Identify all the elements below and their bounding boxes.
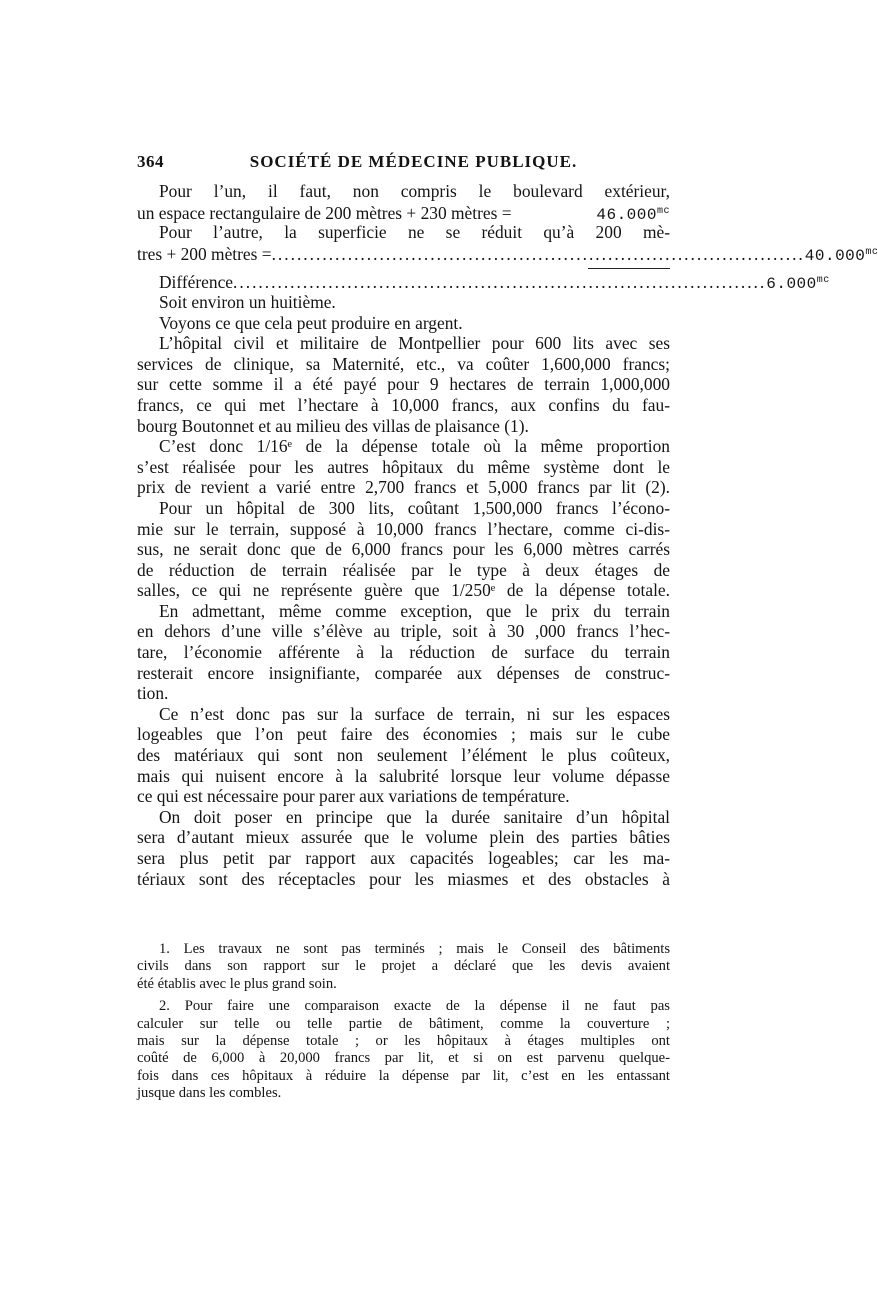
difference-row bbox=[137, 271, 830, 294]
text-line: services de clinique, sa Maternité, etc., va coûter 1,600,000 francs; bbox=[137, 353, 670, 374]
main-text bbox=[137, 181, 878, 889]
text-line: Pour un hôpital de 300 lits, coûtant 1,500,000 francs l’écono- bbox=[159, 497, 670, 518]
dot-leader: .................................................................................... bbox=[233, 272, 767, 293]
paragraph-5 bbox=[137, 498, 670, 601]
surface-first-row bbox=[137, 202, 670, 223]
footnote-line: été établis avec le plus grand soin. bbox=[137, 975, 337, 992]
footnote-line: calculer sur telle ou telle partie de bâtiment, comme la couverture ; bbox=[137, 1015, 670, 1032]
text-line: resterait encore insignifiante, comparée aux dépenses de construc- bbox=[137, 662, 670, 683]
text-line: logeables que l’on peut faire des économies ; mais sur le cube bbox=[137, 724, 670, 745]
surface-first-value: $46.000^{mc}$ bbox=[596, 205, 670, 224]
footnote-2 bbox=[137, 998, 670, 1102]
text-line: s’est réalisée pour les autres hôpitaux du même système dont le bbox=[137, 456, 670, 477]
paragraph-6 bbox=[137, 601, 670, 704]
difference-label: Différence bbox=[159, 272, 234, 293]
text-line: francs, ce qui met l’hectare à 10,000 francs, aux confins du fau- bbox=[137, 394, 670, 415]
unit-superscript: mc bbox=[656, 205, 670, 217]
text-line: En admettant, même comme exception, que le prix du terrain bbox=[159, 600, 670, 621]
footnote-line: jusque dans les combles. bbox=[137, 1085, 282, 1102]
surface-first-label-1: Pour l’un, il faut, non compris le boulevard extérieur, bbox=[159, 181, 670, 201]
page-number: 364 bbox=[137, 152, 164, 171]
paragraph-1: Soit environ un huitième. bbox=[159, 291, 336, 312]
surface-first-label-2: un espace rectangulaire de 200 mètres + 230 mètres = bbox=[137, 202, 512, 223]
footnote-line: civils dans son rapport sur le projet a déclaré que les devis avaient bbox=[137, 958, 670, 975]
text-line: sera plus petit par rapport aux capacités logeables; car les ma- bbox=[137, 848, 670, 868]
text-line: prix de revient a varié entre 2,700 francs et 5,000 francs par lit (2). bbox=[137, 477, 670, 498]
footnote-line: coûté de 6,000 à 20,000 francs par lit, et si on est parvenu quelque- bbox=[137, 1050, 670, 1067]
paragraph-8 bbox=[137, 807, 670, 889]
footnote-1 bbox=[137, 941, 670, 993]
dot-leader: .................................................................................... bbox=[271, 243, 805, 264]
text-line: de réduction de terrain réalisée par le type à deux étages de bbox=[137, 559, 670, 580]
text-line: en dehors d’une ville s’élève au triple, soit à 30 ,000 francs l’hec- bbox=[137, 621, 670, 642]
page-header bbox=[137, 152, 670, 180]
running-title: SOCIÉTÉ DE MÉDECINE PUBLIQUE. bbox=[249, 152, 578, 171]
text-line: Ce n’est donc pas sur la surface de terrain, ni sur les espaces bbox=[159, 703, 670, 724]
text-line: mie sur le terrain, supposé à 10,000 francs l’hectare, comme ci-dis- bbox=[137, 518, 670, 539]
text-line: ce qui est nécessaire pour parer aux variations de température. bbox=[137, 786, 570, 807]
footnotes bbox=[137, 941, 670, 1103]
text-line: sur cette somme il a été payé pour 9 hectares de terrain 1,000,000 bbox=[137, 374, 670, 395]
text-line: des matériaux qui sont non seulement l’élément le plus coûteux, bbox=[137, 745, 670, 766]
footnote-line: 1. Les travaux ne sont pas terminés ; mais le Conseil des bâtiments bbox=[159, 941, 670, 957]
text-line: On doit poser en principe que la durée sanitaire d’un hôpital bbox=[159, 806, 670, 827]
surface-second-value: $40.000^{mc}$ bbox=[804, 246, 878, 265]
paragraph-7 bbox=[137, 704, 670, 807]
surface-second-row bbox=[137, 243, 878, 265]
text-line: salles, ce qui ne représente guère que 1/250ᵉ de la dépense totale. bbox=[137, 580, 670, 601]
text-line: sera d’autant mieux assurée que le volume plein des parties bâties bbox=[137, 827, 670, 848]
paragraph-3 bbox=[137, 333, 670, 436]
text-line: tériaux sont des réceptacles pour les miasmes et des obstacles à bbox=[137, 868, 670, 889]
footnote-line: fois dans ces hôpitaux à réduire la dépense par lit, c’est en les entassant bbox=[137, 1067, 670, 1084]
sum-rule bbox=[588, 268, 670, 269]
unit-superscript: mc bbox=[865, 246, 878, 258]
text-line: C’est donc 1/16ᵉ de la dépense totale où la même proportion bbox=[159, 436, 670, 457]
text-line: sus, ne serait donc que de 6,000 francs pour les 6,000 mètres carrés bbox=[137, 539, 670, 560]
footnote-line: 2. Pour faire une comparaison exacte de la dépense il ne faut pas bbox=[159, 998, 670, 1015]
unit-superscript: mc bbox=[816, 275, 830, 287]
text-line: mais qui nuisent encore à la salubrité lorsque leur volume dépasse bbox=[137, 765, 670, 786]
difference-value: $6.000^{mc}$ bbox=[766, 275, 830, 294]
paragraph-4 bbox=[137, 436, 670, 498]
text-line: tion. bbox=[137, 683, 169, 704]
text-line: tare, l’économie afférente à la réduction de surface du terrain bbox=[137, 642, 670, 663]
text-line: bourg Boutonnet et au milieu des villas de plaisance (1). bbox=[137, 415, 529, 436]
text-line: L’hôpital civil et militaire de Montpellier pour 600 lits avec ses bbox=[159, 333, 670, 354]
footnote-line: mais sur la dépense totale ; or les hôpitaux à étages multiples ont bbox=[137, 1032, 670, 1049]
surface-second-label-2: tres + 200 mètres = bbox=[137, 243, 272, 264]
paragraph-2: Voyons ce que cela peut produire en argent. bbox=[159, 312, 463, 333]
surface-second-label-1: Pour l’autre, la superficie ne se réduit qu’à 200 mè- bbox=[159, 222, 670, 243]
